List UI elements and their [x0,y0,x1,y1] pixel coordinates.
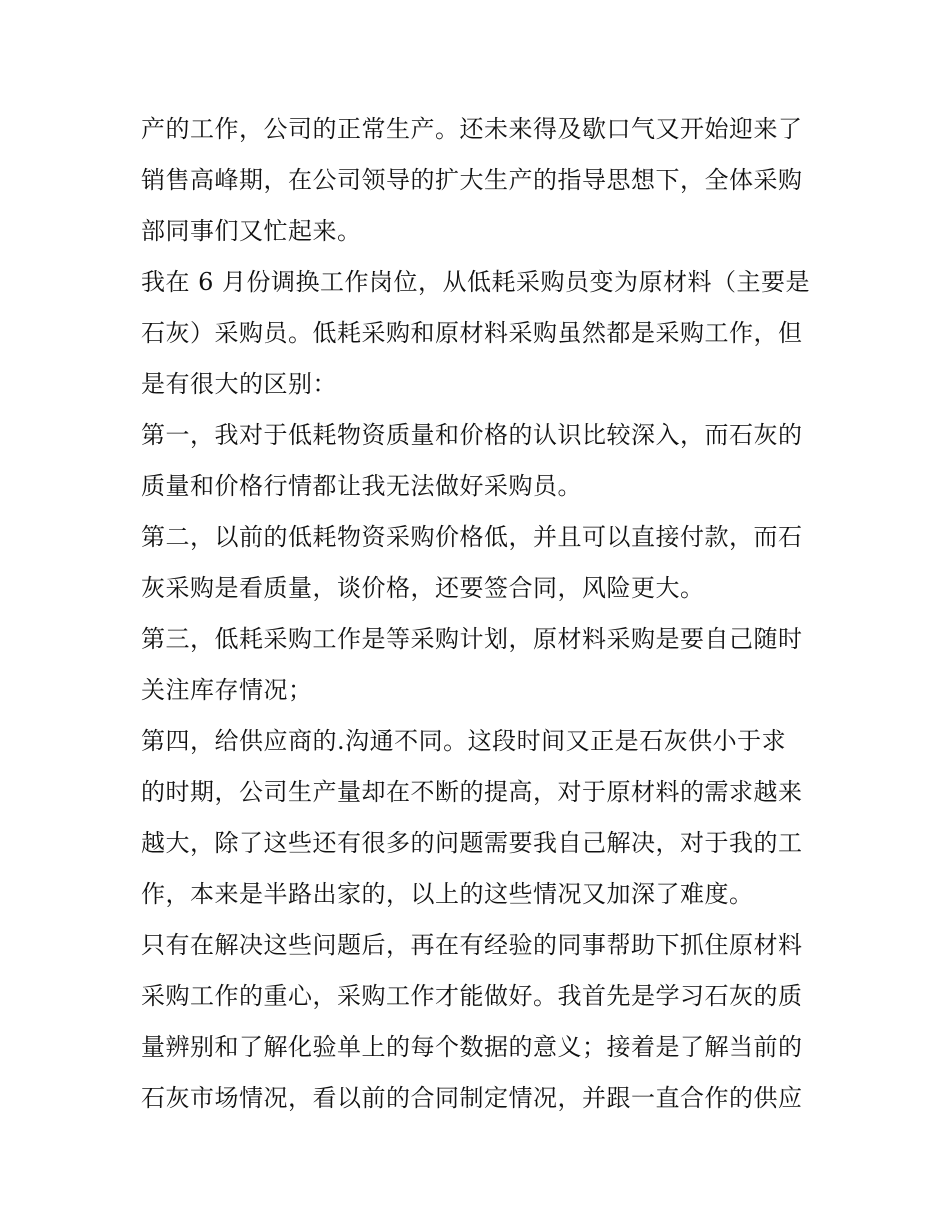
text-line: 只有在解决这些问题后，再在有经验的同事帮助下抓住原材料 [141,931,803,959]
text-line: 的时期，公司生产量却在不断的提高，对于原材料的需求越来 [141,778,803,806]
text-line: 质量和价格行情都让我无法做好采购员。 [141,472,582,500]
text-line: 量辨别和了解化验单上的每个数据的意义；接着是了解当前的 [141,1033,803,1061]
text-line: 销售高峰期，在公司领导的扩大生产的指导思想下，全体采购 [141,166,803,194]
text-line: 第三，低耗采购工作是等采购计划，原材料采购是要自己随时 [141,625,803,653]
text-line: 石灰市场情况，看以前的合同制定情况，并跟一直合作的供应 [141,1084,803,1112]
text-line: 部同事们又忙起来。 [141,217,362,245]
text-line: 关注库存情况； [141,676,313,704]
document-body [141,104,816,1124]
text-line: 第四，给供应商的.沟通不同。这段时间又正是石灰供小于求 [141,727,787,755]
text-line: 是有很大的区别： [141,370,337,398]
text-line: 第一，我对于低耗物资质量和价格的认识比较深入，而石灰的 [141,421,803,449]
text-line: 越大，除了这些还有很多的问题需要我自己解决，对于我的工 [141,829,803,857]
text-line: 产的工作，公司的正常生产。还未来得及歇口气又开始迎来了 [141,115,803,143]
text-line: 作，本来是半路出家的，以上的这些情况又加深了难度。 [141,880,754,908]
text-line: 我在 6 月份调换工作岗位，从低耗采购员变为原材料（主要是 [141,268,811,296]
text-line: 采购工作的重心，采购工作才能做好。我首先是学习石灰的质 [141,982,803,1010]
text-line: 石灰）采购员。低耗采购和原材料采购虽然都是采购工作，但 [141,319,803,347]
text-line: 第二，以前的低耗物资采购价格低，并且可以直接付款，而石 [141,523,803,551]
text-line: 灰采购是看质量，谈价格，还要签合同，风险更大。 [141,574,705,602]
